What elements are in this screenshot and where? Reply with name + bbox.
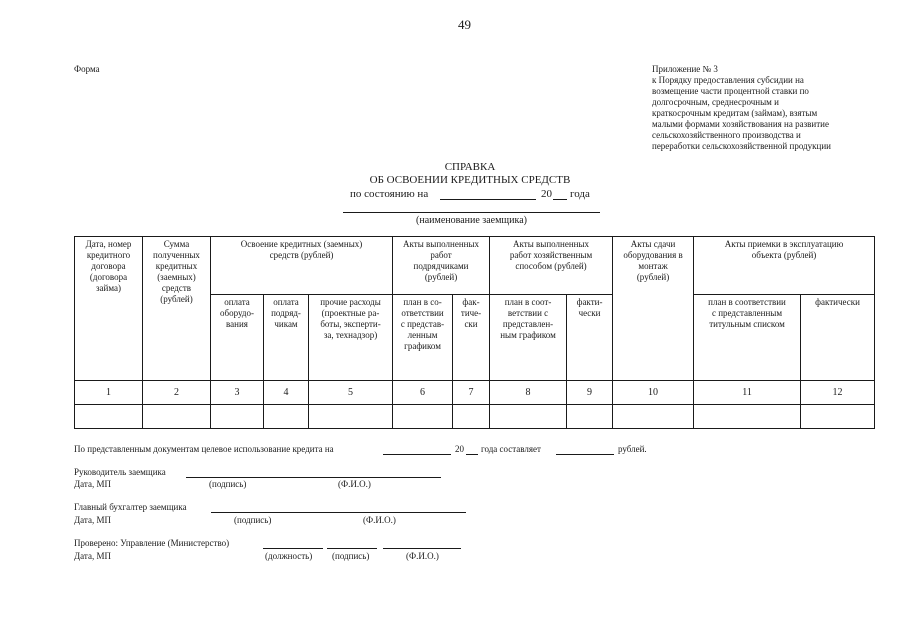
header-credit-development: Освоение кредитных (заемных) средств (рублей) [211, 237, 393, 295]
header-equipment-payment: оплата оборудо- вания [211, 295, 264, 381]
head-signature-line[interactable] [186, 477, 441, 478]
ministry-signature-line[interactable] [327, 548, 377, 549]
date-mp: Дата, МП [74, 551, 111, 561]
date-mp: Дата, МП [74, 515, 111, 525]
column-number: 12 [801, 381, 875, 405]
appendix-line: долгосрочным, среднесрочным и [652, 97, 779, 107]
table-cell[interactable] [264, 405, 309, 429]
borrower-caption: (наименование заемщика) [416, 215, 527, 226]
appendix-block [652, 64, 892, 152]
header-commissioning-plan: план в соответствии с представленным титульным списком [694, 295, 801, 381]
header-own-plan: план в соот- ветствии с представлен- ным графиком [490, 295, 567, 381]
appendix-line: возмещение части процентной ставки по [652, 86, 809, 96]
column-number: 11 [694, 381, 801, 405]
statement-prefix: По представленным документам целевое использование кредита на [74, 444, 334, 454]
signature-caption: (подпись) [332, 551, 370, 561]
column-numbers-row [75, 381, 875, 405]
position-line[interactable] [263, 548, 323, 549]
column-number: 5 [309, 381, 393, 405]
accountant-signature-line[interactable] [211, 512, 466, 513]
table-cell[interactable] [613, 405, 694, 429]
column-number: 2 [143, 381, 211, 405]
appendix-line: переработки сельскохозяйственной продукции [652, 141, 831, 151]
column-number: 3 [211, 381, 264, 405]
checked-label: Проверено: Управление (Министерство) [74, 538, 230, 548]
header-commissioning-acts: Акты приемки в эксплуатацию объекта (рублей) [694, 237, 875, 295]
header-own-actual: факти- чески [567, 295, 613, 381]
form-label: Форма [74, 64, 100, 74]
statement-year-prefix: 20 [455, 444, 464, 454]
as-of-date-line[interactable] [440, 199, 536, 200]
statement-date-line[interactable] [383, 454, 451, 455]
name-caption: (Ф.И.О.) [406, 551, 439, 561]
table-cell[interactable] [211, 405, 264, 429]
statement-suffix: рублей. [618, 444, 647, 454]
table-cell[interactable] [453, 405, 490, 429]
name-caption: (Ф.И.О.) [338, 479, 371, 489]
document-subtitle: ОБ ОСВОЕНИИ КРЕДИТНЫХ СРЕДСТВ [369, 174, 571, 186]
name-caption: (Ф.И.О.) [363, 515, 396, 525]
as-of-year-suffix: года [570, 188, 590, 200]
statement-amount-line[interactable] [556, 454, 614, 455]
header-own-works-acts: Акты выполненных работ хозяйственным способом (рублей) [490, 237, 613, 295]
column-number: 8 [490, 381, 567, 405]
header-commissioning-actual: фактически [801, 295, 875, 381]
ministry-name-line[interactable] [383, 548, 461, 549]
header-credit-amount: Сумма полученных кредитных (заемных) средств (рублей) [143, 237, 211, 381]
borrower-name-line[interactable] [343, 212, 600, 213]
table-cell[interactable] [801, 405, 875, 429]
head-label: Руководитель заемщика [74, 467, 166, 477]
credit-development-table [74, 236, 875, 429]
appendix-title: Приложение № 3 [652, 64, 718, 74]
table-cell[interactable] [567, 405, 613, 429]
column-number: 6 [393, 381, 453, 405]
signature-caption: (подпись) [209, 479, 247, 489]
page-number: 49 [458, 17, 471, 32]
table-cell[interactable] [393, 405, 453, 429]
statement-year-line[interactable] [466, 454, 478, 455]
as-of-year-line[interactable] [553, 199, 567, 200]
header-contractor-actual: фак- тиче- ски [453, 295, 490, 381]
document-title: СПРАВКА [444, 161, 496, 173]
appendix-line: малыми формами хозяйствования на развитие [652, 119, 829, 129]
table-cell[interactable] [143, 405, 211, 429]
appendix-line: сельскохозяйственного производства и [652, 130, 801, 140]
appendix-line: краткосрочным кредитам (займам), взятым [652, 108, 818, 118]
table-cell[interactable] [694, 405, 801, 429]
table-cell[interactable] [75, 405, 143, 429]
header-contract-date: Дата, номер кредитного договора (договора займа) [75, 237, 143, 381]
table-cell[interactable] [309, 405, 393, 429]
header-other-expenses: прочие расходы (проектные ра- боты, эксперти- за, технадзор) [309, 295, 393, 381]
column-number: 1 [75, 381, 143, 405]
column-number: 9 [567, 381, 613, 405]
table-row [75, 405, 875, 429]
header-contractor-plan: план в со- ответствии с представ- ленным графиком [393, 295, 453, 381]
date-mp: Дата, МП [74, 479, 111, 489]
header-equipment-acts: Акты сдачи оборудования в монтаж (рублей) [613, 237, 694, 381]
as-of-year-prefix: 20 [541, 188, 552, 200]
as-of-prefix: по состоянию на [350, 188, 429, 200]
statement-middle: года составляет [481, 444, 541, 454]
table-cell[interactable] [490, 405, 567, 429]
column-number: 7 [453, 381, 490, 405]
header-contractor-payment: оплата подряд- чикам [264, 295, 309, 381]
position-caption: (должность) [265, 551, 313, 561]
appendix-line: к Порядку предоставления субсидии на [652, 75, 804, 85]
column-number: 10 [613, 381, 694, 405]
signature-caption: (подпись) [234, 515, 272, 525]
accountant-label: Главный бухгалтер заемщика [74, 502, 187, 512]
column-number: 4 [264, 381, 309, 405]
header-contractor-acts: Акты выполненных работ подрядчиками (рублей) [393, 237, 490, 295]
